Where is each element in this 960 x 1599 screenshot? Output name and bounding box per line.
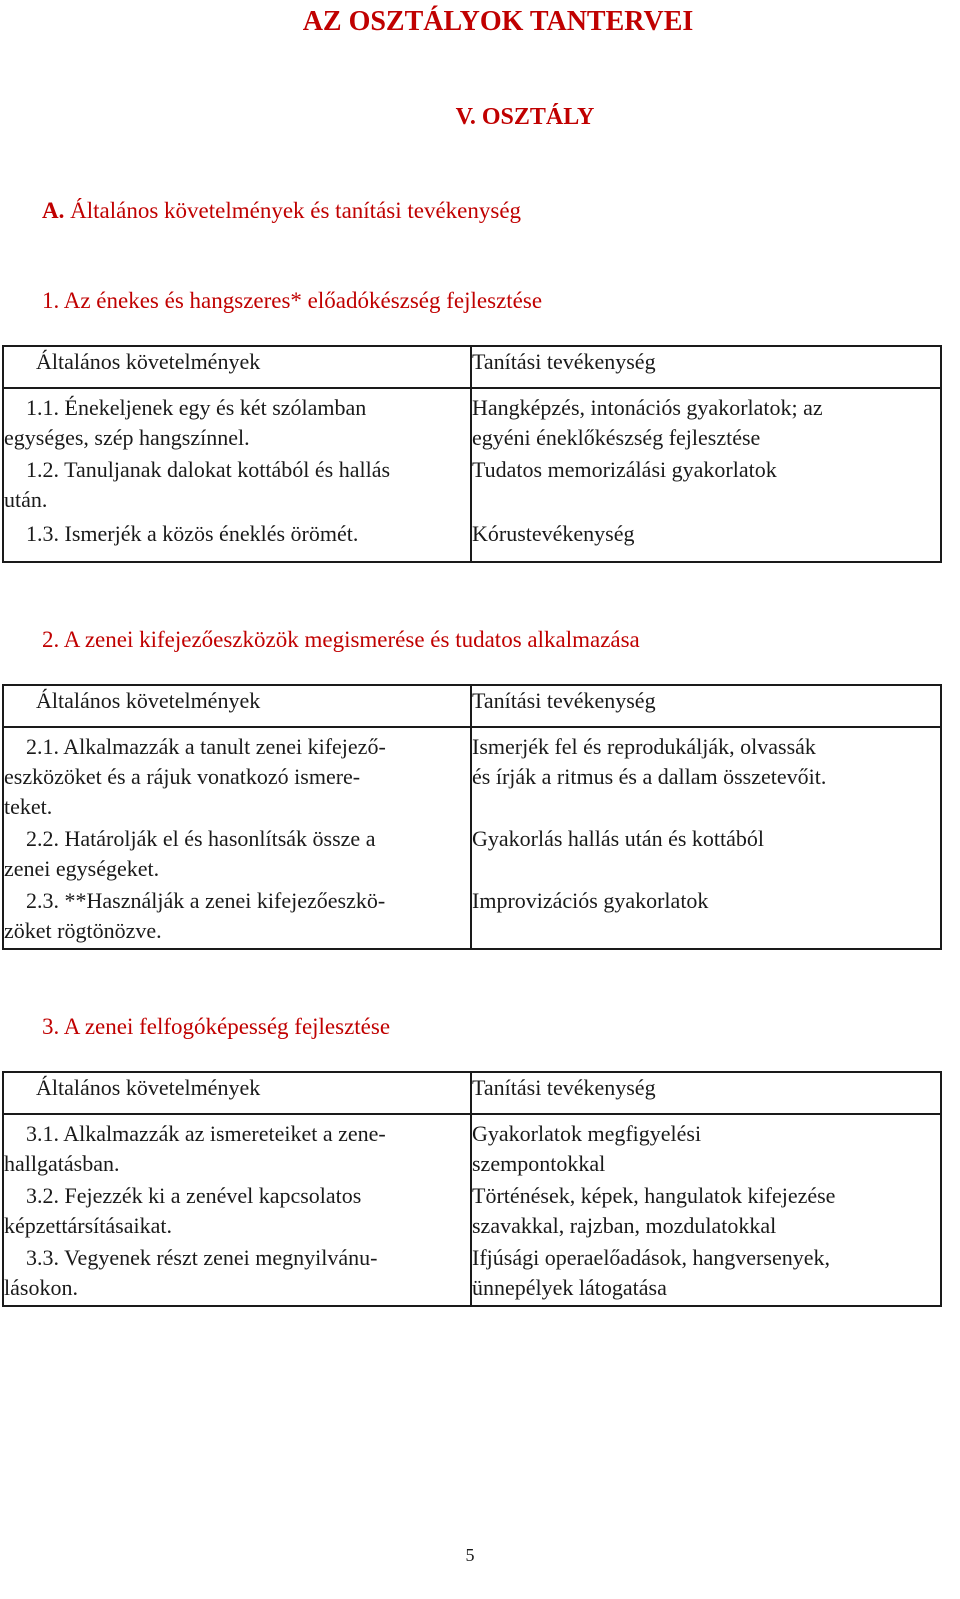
activity-line: Ifjúsági operaelőadások, hangversenyek,	[472, 1245, 830, 1270]
requirement-line: képzettársításaikat.	[4, 1213, 172, 1238]
requirement-line: 1.1. Énekeljenek egy és két szólamban	[26, 395, 367, 420]
requirement-cell	[3, 519, 471, 562]
requirement-line: zöket rögtönözve.	[4, 918, 162, 943]
requirement-line: 2.2. Határolják el és hasonlítsák össze a	[26, 826, 376, 851]
table-row	[3, 1243, 941, 1306]
activity-cell	[471, 455, 941, 519]
table-row	[3, 886, 941, 949]
table-row	[3, 727, 941, 824]
requirement-cell	[3, 886, 471, 949]
activity-cell	[471, 824, 941, 886]
table-row	[3, 388, 941, 455]
activity-line: Tudatos memorizálási gyakorlatok	[472, 457, 777, 482]
activity-cell	[471, 727, 941, 824]
activity-line: Improvizációs gyakorlatok	[472, 888, 709, 913]
requirement-line: eszközöket és a rájuk vonatkozó ismere-	[4, 764, 361, 789]
requirement-line: teket.	[4, 794, 53, 819]
requirement-line: hallgatásban.	[4, 1151, 120, 1176]
activity-line: szempontokkal	[472, 1151, 606, 1176]
requirements-table	[2, 345, 942, 563]
table-row	[3, 824, 941, 886]
header-general-requirements: Általános követelmények	[3, 1072, 471, 1114]
table-row	[3, 455, 941, 519]
header-general-requirements: Általános követelmények	[3, 685, 471, 727]
requirements-table	[2, 1071, 942, 1307]
requirement-cell	[3, 1243, 471, 1306]
activity-line: és írják a ritmus és a dallam összetevőit.	[472, 764, 827, 789]
activity-cell	[471, 1181, 941, 1243]
activity-line: ünnepélyek látogatása	[472, 1275, 667, 1300]
activity-line: Hangképzés, intonációs gyakorlatok; az	[472, 395, 823, 420]
table-row	[3, 1181, 941, 1243]
requirement-line: 3.2. Fejezzék ki a zenével kapcsolatos	[26, 1183, 362, 1208]
activity-cell	[471, 886, 941, 949]
class-subtitle: V. OSZTÁLY	[455, 104, 595, 130]
page-number: 5	[465, 1545, 475, 1565]
requirement-line: zenei egységeket.	[4, 856, 160, 881]
activity-line: Történések, képek, hangulatok kifejezése	[472, 1183, 836, 1208]
requirement-cell	[3, 824, 471, 886]
header-general-requirements: Általános követelmények	[3, 346, 471, 388]
activity-cell	[471, 388, 941, 455]
requirement-cell	[3, 727, 471, 824]
requirement-cell	[3, 1181, 471, 1243]
activity-line: Gyakorlatok megfigyelési	[472, 1121, 702, 1146]
requirement-line: 2.1. Alkalmazzák a tanult zenei kifejező-	[26, 734, 386, 759]
requirement-line: után.	[4, 487, 48, 512]
section-a-letter: A.	[42, 198, 65, 223]
table-row	[3, 1114, 941, 1181]
activity-line: szavakkal, rajzban, mozdulatokkal	[472, 1213, 777, 1238]
requirement-line: 1.3. Ismerjék a közös éneklés örömét.	[26, 521, 359, 546]
requirement-cell	[3, 388, 471, 455]
section-a-heading	[42, 198, 521, 224]
requirement-line: 1.2. Tanuljanak dalokat kottából és hallás	[26, 457, 391, 482]
requirement-line: 2.3. **Használják a zenei kifejezőeszkö-	[26, 888, 386, 913]
requirement-line: lásokon.	[4, 1275, 78, 1300]
header-teaching-activity: Tanítási tevékenység	[471, 685, 941, 727]
requirement-line: 3.3. Vegyenek részt zenei megnyilvánu-	[26, 1245, 378, 1270]
requirement-line: egységes, szép hangszínnel.	[4, 425, 250, 450]
table-header-row	[3, 346, 941, 388]
activity-line: Kórustevékenység	[472, 521, 635, 546]
activity-line: Ismerjék fel és reprodukálják, olvassák	[472, 734, 816, 759]
section-heading: 2. A zenei kifejezőeszközök megismerése és tudatos alkalmazása	[42, 627, 640, 652]
requirement-cell	[3, 1114, 471, 1181]
requirement-cell	[3, 455, 471, 519]
requirements-table	[2, 684, 942, 950]
requirement-line: 3.1. Alkalmazzák az ismereteiket a zene-	[26, 1121, 386, 1146]
activity-line: egyéni éneklőkészség fejlesztése	[472, 425, 761, 450]
activity-cell	[471, 1114, 941, 1181]
activity-line: Gyakorlás hallás után és kottából	[472, 826, 765, 851]
section-a-text: Általános követelmények és tanítási tevékenység	[70, 198, 522, 223]
table-header-row	[3, 685, 941, 727]
header-teaching-activity: Tanítási tevékenység	[471, 1072, 941, 1114]
table-row	[3, 519, 941, 562]
page-title: AZ OSZTÁLYOK TANTERVEI	[302, 6, 694, 37]
activity-cell	[471, 1243, 941, 1306]
section-heading: 1. Az énekes és hangszeres* előadókészség fejlesztése	[42, 288, 543, 313]
header-teaching-activity: Tanítási tevékenység	[471, 346, 941, 388]
activity-cell	[471, 519, 941, 562]
section-heading: 3. A zenei felfogóképesség fejlesztése	[42, 1014, 391, 1039]
table-header-row	[3, 1072, 941, 1114]
